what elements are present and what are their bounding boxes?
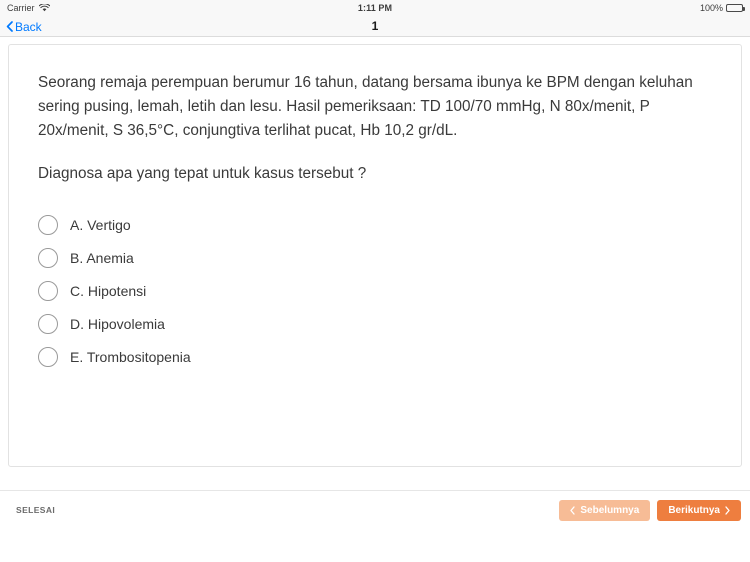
carrier-label: Carrier	[7, 3, 35, 13]
answer-option-c[interactable]	[38, 274, 711, 307]
status-bar-time: 1:11 PM	[357, 3, 393, 13]
question-body-text: Seorang remaja perempuan berumur 16 tahun, datang bersama ibunya ke BPM dengan keluhan sering pusing, lemah, letih dan lesu. Hasil pemeriksaan: TD 100/70 mmHg, N 80x/menit, P 20x/menit, S 36,5°C, conjungtiva terlihat pucat, Hb 10,2 gr/dL.	[38, 74, 693, 139]
radio-button-icon[interactable]	[38, 281, 58, 301]
radio-button-icon[interactable]	[38, 215, 58, 235]
answer-option-d[interactable]	[38, 307, 711, 340]
footer-actions	[559, 500, 741, 521]
navigation-bar	[0, 16, 750, 37]
footer-bar	[0, 490, 750, 562]
radio-button-icon[interactable]	[38, 314, 58, 334]
status-bar-right	[700, 3, 743, 13]
chevron-right-icon	[725, 506, 730, 515]
next-button[interactable]	[657, 500, 741, 521]
answer-option-label: A. Vertigo	[70, 216, 131, 233]
battery-full-icon	[726, 4, 743, 12]
previous-button[interactable]	[559, 500, 650, 521]
battery-percent-label: 100%	[699, 3, 723, 13]
question-prompt-text: Diagnosa apa yang tepat untuk kasus tersebut ?	[38, 165, 367, 182]
radio-button-icon[interactable]	[38, 347, 58, 367]
status-bar	[0, 0, 750, 16]
back-button-label: Back	[15, 19, 42, 34]
radio-button-icon[interactable]	[38, 248, 58, 268]
answer-option-label: E. Trombositopenia	[70, 348, 191, 365]
finish-button[interactable]: SELESAI	[16, 505, 56, 515]
answer-options-list	[38, 208, 711, 373]
page-title: 1	[371, 19, 379, 33]
answer-option-label: D. Hipovolemia	[70, 315, 165, 332]
answer-option-label: C. Hipotensi	[70, 282, 147, 299]
question-card	[8, 44, 742, 467]
answer-option-e[interactable]	[38, 340, 711, 373]
answer-option-b[interactable]	[38, 241, 711, 274]
chevron-left-icon	[570, 506, 575, 515]
next-button-label: Berikutnya	[668, 505, 720, 516]
answer-option-label: B. Anemia	[70, 249, 134, 266]
previous-button-label: Sebelumnya	[580, 505, 640, 516]
answer-option-a[interactable]	[38, 208, 711, 241]
question-card-body	[9, 45, 741, 373]
